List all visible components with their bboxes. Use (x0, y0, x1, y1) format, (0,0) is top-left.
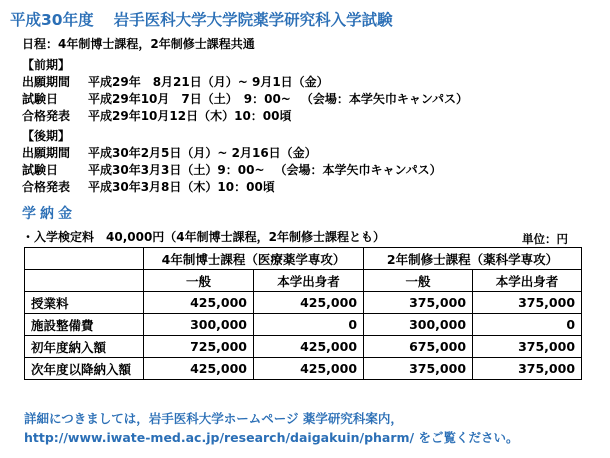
fee-value: 300,000 (144, 314, 254, 336)
footer-line-1: 詳細につきましては，岩手医科大学ホームページ 薬学研究科案内， (24, 411, 403, 426)
title-year: 平成30年度 (10, 11, 94, 29)
second-term-application-row (22, 144, 317, 161)
fee-value: 675,000 (364, 336, 473, 358)
group-header-doctoral: 4年制博士課程（医療薬学専攻） (144, 248, 364, 270)
fee-table-corner-cell (25, 248, 144, 270)
fee-value: 425,000 (144, 292, 254, 314)
fee-value: 375,000 (364, 292, 473, 314)
sub-header-alumni: 本学出身者 (473, 270, 582, 292)
second-term-exam-venue: （会場：本学矢巾キャンパス） (274, 163, 442, 177)
row-label: 授業料 (25, 292, 144, 314)
table-row (25, 336, 582, 358)
fee-value: 0 (473, 314, 582, 336)
sub-header-general: 一般 (364, 270, 473, 292)
first-term-exam-value: 平成29年10月 7日（土） 9：00~ (88, 92, 291, 106)
sub-header-general: 一般 (144, 270, 254, 292)
fee-value: 375,000 (473, 292, 582, 314)
fee-table-sub-header-row (25, 270, 582, 292)
second-term-results-row (22, 178, 275, 195)
fee-value: 425,000 (254, 292, 364, 314)
first-term-exam-row (22, 90, 468, 107)
group-header-masters: 2年制修士課程（薬科学専攻） (364, 248, 582, 270)
fee-value: 375,000 (473, 358, 582, 380)
first-term-results-row (22, 107, 292, 124)
exam-fee-line: ・入学検定料 40,000円（4年制博士課程，2年制修士課程とも） (22, 230, 386, 244)
second-term-heading: 【後期】 (22, 129, 71, 143)
fee-table (24, 247, 582, 380)
second-term-results-label: 合格発表 (22, 180, 71, 194)
fee-value: 425,000 (254, 358, 364, 380)
fee-value: 300,000 (364, 314, 473, 336)
second-term-exam-label: 試験日 (22, 163, 59, 177)
fees-heading: 学納金 (22, 206, 76, 222)
second-term-exam-value: 平成30年3月3日（土）9：00~ (88, 163, 265, 177)
second-term-application-label: 出願期間 (22, 146, 71, 160)
second-term-results-value: 平成30年3月8日（木）10：00頃 (88, 180, 275, 194)
row-label: 初年度納入額 (25, 336, 144, 358)
first-term-results-label: 合格発表 (22, 109, 71, 123)
footer-line-2-suffix: をご覧ください。 (414, 430, 519, 445)
pharmacy-site-link[interactable]: http://www.iwate-med.ac.jp/research/daigakuin/pharm/ (24, 430, 415, 445)
table-row (25, 314, 582, 336)
fee-table-corner-cell (25, 270, 144, 292)
first-term-heading: 【前期】 (22, 58, 71, 72)
row-label: 次年度以降納入額 (25, 358, 144, 380)
first-term-exam-venue: （会場：本学矢巾キャンパス） (300, 92, 469, 106)
first-term-application-row (22, 73, 329, 90)
fee-value: 375,000 (364, 358, 473, 380)
first-term-application-value: 平成29年 8月21日（月）~ 9月1日（金） (88, 75, 329, 89)
table-row (25, 292, 582, 314)
page-title (10, 8, 393, 30)
sub-header-alumni: 本学出身者 (254, 270, 364, 292)
first-term-exam-label: 試験日 (22, 92, 59, 106)
title-school: 岩手医科大学大学院薬学研究科入学試験 (113, 11, 393, 29)
fee-value: 0 (254, 314, 364, 336)
table-row (25, 358, 582, 380)
first-term-results-value: 平成29年10月12日（木）10：00頃 (88, 109, 292, 123)
second-term-exam-row (22, 161, 442, 178)
row-label: 施設整備費 (25, 314, 144, 336)
second-term-application-value: 平成30年2月5日（月）~ 2月16日（金） (88, 146, 317, 160)
unit-label: 単位：円 (522, 232, 568, 246)
fee-value: 375,000 (473, 336, 582, 358)
first-term-application-label: 出願期間 (22, 75, 71, 89)
fee-table-group-header-row (25, 248, 582, 270)
footer-line-2 (24, 428, 518, 446)
fee-value: 725,000 (144, 336, 254, 358)
fee-value: 425,000 (254, 336, 364, 358)
fee-value: 425,000 (144, 358, 254, 380)
schedule-intro: 日程：4年制博士課程，2年制修士課程共通 (22, 37, 255, 51)
